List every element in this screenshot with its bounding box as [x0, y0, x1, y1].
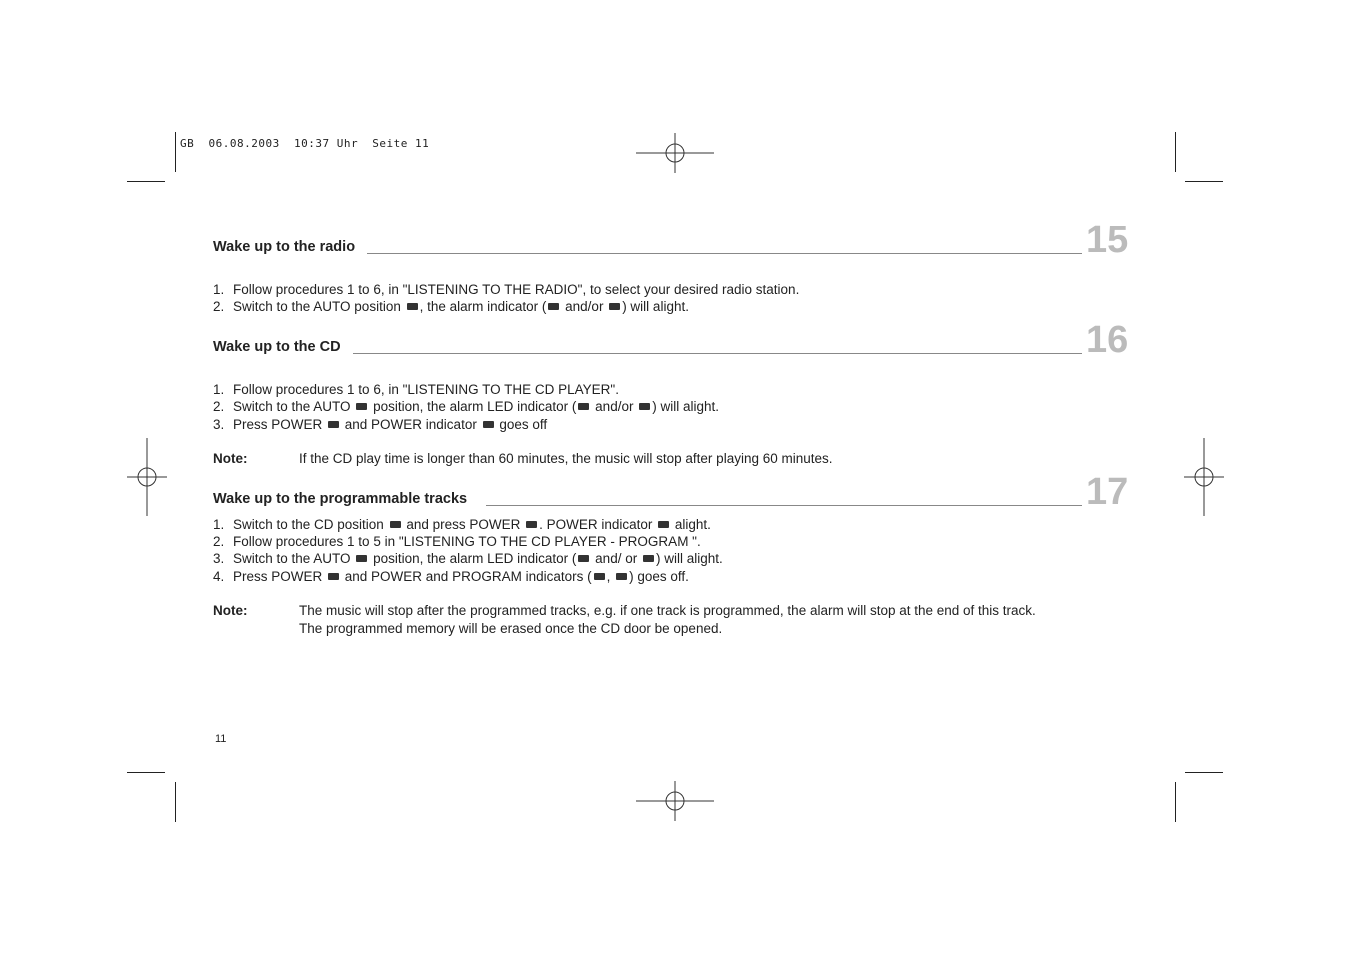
- registration-mark-top: [636, 133, 714, 173]
- list-item: 1. Follow procedures 1 to 6, in "LISTENING TO THE RADIO", to select your desired radio station.: [213, 282, 800, 297]
- crop-mark: [175, 132, 176, 172]
- crop-mark: [1185, 772, 1223, 773]
- indicator-icon: [526, 521, 537, 528]
- heading-rule: [367, 253, 1082, 254]
- indicator-icon: [483, 421, 494, 428]
- crop-mark: [1175, 132, 1176, 172]
- indicator-icon: [328, 573, 339, 580]
- crop-mark: [175, 782, 176, 822]
- list-item: 1. Switch to the CD position and press POWER . POWER indicator alight.: [213, 517, 711, 532]
- indicator-icon: [609, 303, 620, 310]
- list-item: 3. Press POWER and POWER indicator goes off: [213, 417, 548, 432]
- crop-mark: [1175, 782, 1176, 822]
- list-item: 2. Follow procedures 1 to 5 in "LISTENING TO THE CD PLAYER - PROGRAM ".: [213, 534, 701, 549]
- section-heading: Wake up to the radio: [213, 239, 356, 255]
- crop-mark: [127, 772, 165, 773]
- crop-mark: [1185, 181, 1223, 182]
- indicator-icon: [548, 303, 559, 310]
- print-slug: GB 06.08.2003 10:37 Uhr Seite 11: [180, 137, 430, 150]
- list-item: 2. Switch to the AUTO position, the alarm LED indicator ( and/or ) will alight.: [213, 399, 719, 414]
- indicator-icon: [578, 555, 589, 562]
- indicator-icon: [639, 403, 650, 410]
- indicator-icon: [356, 555, 367, 562]
- indicator-icon: [407, 303, 418, 310]
- indicator-icon: [578, 403, 589, 410]
- note-label: Note:: [213, 451, 248, 466]
- section-number: 16: [1086, 319, 1129, 361]
- list-item: 3. Switch to the AUTO position, the alarm LED indicator ( and/ or ) will alight.: [213, 551, 723, 566]
- note-text: The music will stop after the programmed tracks, e.g. if one track is programmed, the alarm will stop at the end of this track.: [299, 603, 1036, 618]
- heading-rule: [353, 353, 1082, 354]
- note-label: Note:: [213, 603, 248, 618]
- indicator-icon: [616, 573, 627, 580]
- section-heading: Wake up to the programmable tracks: [213, 491, 468, 507]
- list-item: 4. Press POWER and POWER and PROGRAM indicators ( , ) goes off.: [213, 569, 689, 584]
- indicator-icon: [390, 521, 401, 528]
- note-text: If the CD play time is longer than 60 minutes, the music will stop after playing 60 minutes.: [299, 451, 833, 466]
- registration-mark-right: [1184, 438, 1224, 516]
- section-heading: Wake up to the CD: [213, 339, 341, 355]
- section-number: 15: [1086, 219, 1129, 261]
- indicator-icon: [658, 521, 669, 528]
- list-item: 2. Switch to the AUTO position , the alarm indicator ( and/or ) will alight.: [213, 299, 689, 314]
- heading-rule: [486, 505, 1082, 506]
- crop-mark: [127, 181, 165, 182]
- section-number: 17: [1086, 471, 1129, 513]
- indicator-icon: [328, 421, 339, 428]
- registration-mark-left: [127, 438, 167, 516]
- page-number: 11: [215, 733, 227, 745]
- indicator-icon: [594, 573, 605, 580]
- indicator-icon: [643, 555, 654, 562]
- indicator-icon: [356, 403, 367, 410]
- note-text: The programmed memory will be erased once the CD door be opened.: [299, 621, 723, 636]
- list-item: 1. Follow procedures 1 to 6, in "LISTENING TO THE CD PLAYER".: [213, 382, 619, 397]
- registration-mark-bottom: [636, 781, 714, 821]
